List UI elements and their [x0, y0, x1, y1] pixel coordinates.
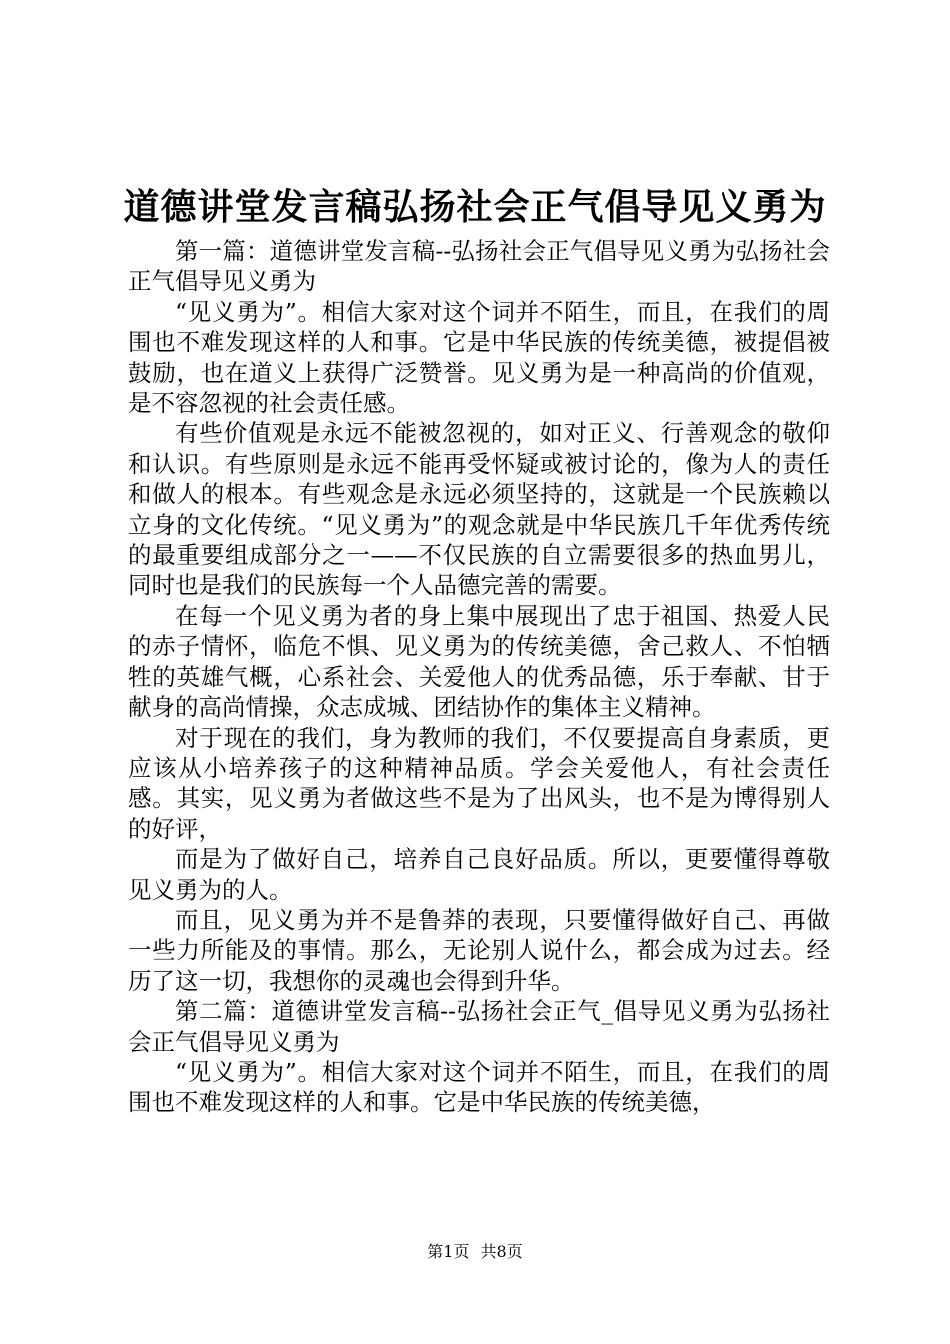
paragraph-7: 而且，见义勇为并不是鲁莽的表现，只要懂得做好自己、再做一些力所能及的事情。那么，无论别人说什么，都会成为过去。经历了这一切，我想你的灵魂也会得到升华。 — [128, 905, 830, 995]
page-number: 第1页 — [427, 1242, 470, 1261]
paragraph-5: 对于现在的我们，身为教师的我们，不仅要提高自身素质，更应该从小培养孩子的这种精神品质。学会关爱他人，有社会责任感。其实，见义勇为者做这些不是为了出风头，也不是为博得别人的好评， — [128, 723, 830, 843]
document-title: 道德讲堂发言稿弘扬社会正气倡导见义勇为 — [123, 187, 827, 228]
paragraph-1: 第一篇：道德讲堂发言稿--弘扬社会正气倡导见义勇为弘扬社会正气倡导见义勇为 — [128, 237, 830, 296]
page-total: 共8页 — [480, 1242, 523, 1261]
paragraph-3: 有些价值观是永远不能被忽视的，如对正义、行善观念的敬仰和认识。有些原则是永远不能再受怀疑或被讨论的，像为人的责任和做人的根本。有些观念是永远必须坚持的，这就是一个民族赖以立身的文化传统。“见义勇为”的观念就是中华民族几千年优秀传统的最重要组成部分之一——不仅民族的自立需要很多的热血男儿，同时也是我们的民族每一个人品德完善的需要。 — [128, 419, 830, 600]
document-body — [128, 236, 830, 1118]
paragraph-2: “见义勇为”。相信大家对这个词并不陌生，而且，在我们的周围也不难发现这样的人和事。它是中华民族的传统美德，被提倡被鼓励，也在道义上获得广泛赞誉。见义勇为是一种高尚的价值观，是不容忽视的社会责任感。 — [128, 297, 830, 418]
paragraph-9: “见义勇为”。相信大家对这个词并不陌生，而且，在我们的周围也不难发现这样的人和事。它是中华民族的传统美德， — [128, 1057, 830, 1117]
paragraph-4: 在每一个见义勇为者的身上集中展现出了忠于祖国、热爱人民的赤子情怀，临危不惧、见义勇为的传统美德，舍己救人、不怕牺牲的英雄气概，心系社会、关爱他人的优秀品德，乐于奉献、甘于献身的高尚情操，众志成城、团结协作的集体主义精神。 — [128, 601, 830, 722]
page-footer — [0, 1241, 950, 1263]
paragraph-8: 第二篇：道德讲堂发言稿--弘扬社会正气_倡导见义勇为弘扬社会正气倡导见义勇为 — [128, 997, 830, 1056]
paragraph-6: 而是为了做好自己，培养自己良好品质。所以，更要懂得尊敬见义勇为的人。 — [128, 845, 830, 904]
